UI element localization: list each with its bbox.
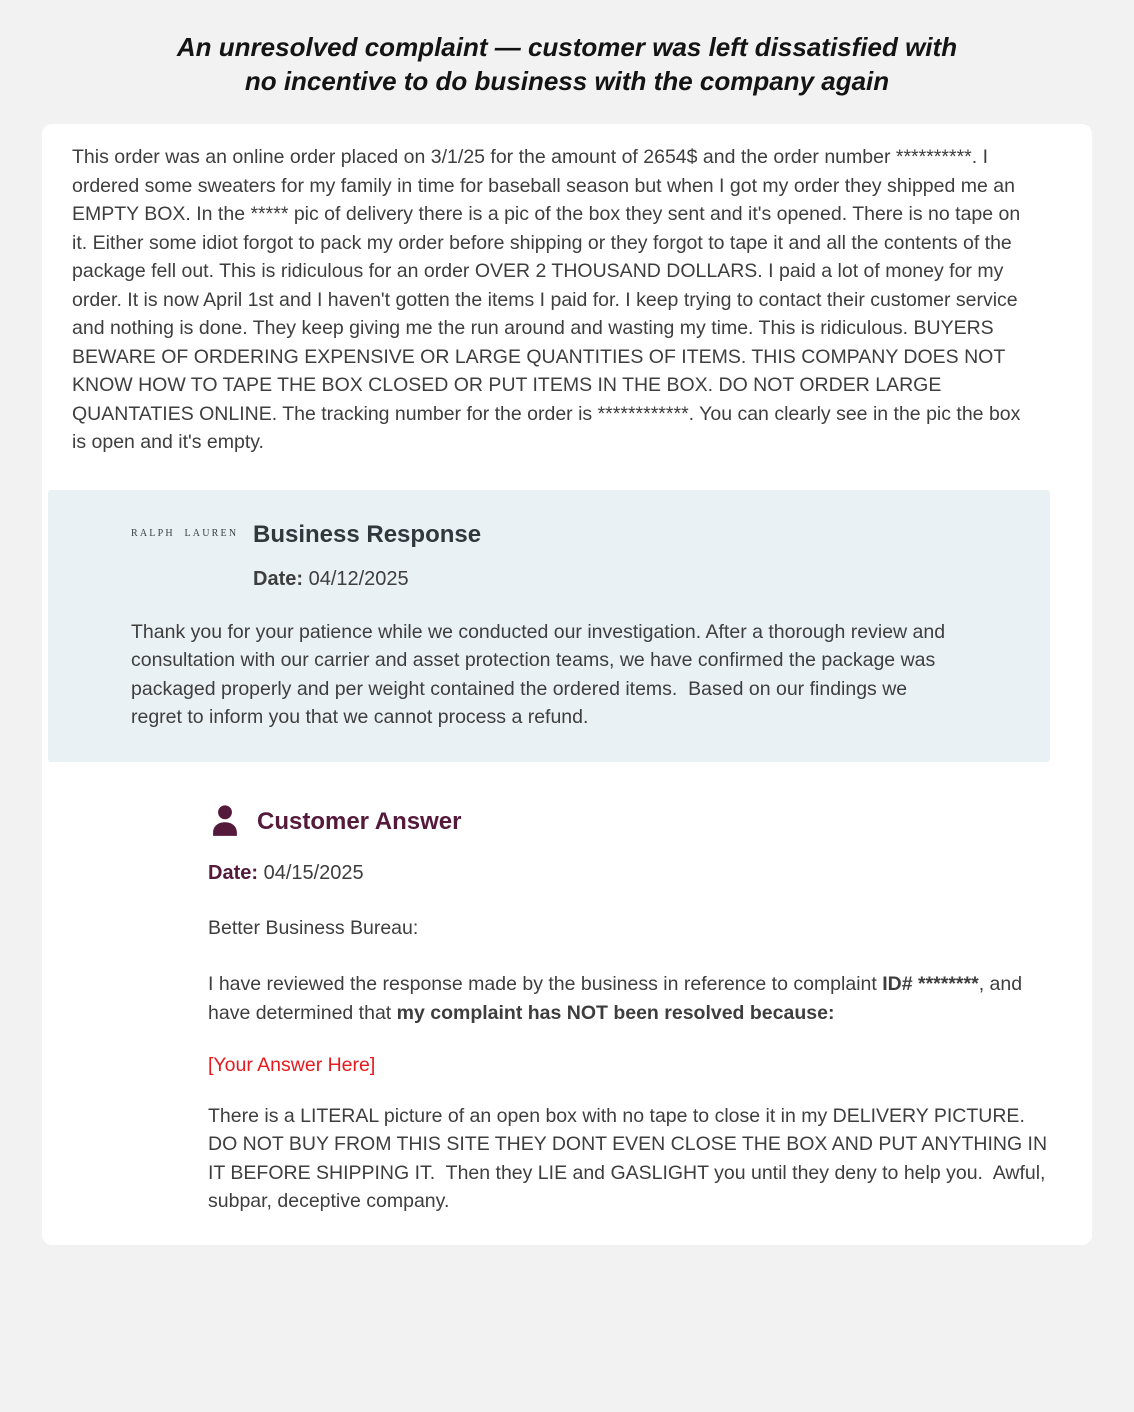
- business-response-heading-block: [253, 520, 481, 592]
- customer-answer-section: [208, 804, 1068, 1216]
- customer-answer-header: [208, 804, 1068, 840]
- complaint-card: [42, 124, 1092, 1245]
- intro-mid: , and have determined that: [208, 973, 1028, 1024]
- caption-line-1: An unresolved complaint — customer was left dissatisfied with: [176, 32, 958, 62]
- intro-pre: I have reviewed the response made by the business in reference to complaint: [208, 973, 883, 995]
- date-label: Date:: [208, 861, 259, 884]
- not-resolved-statement: my complaint has NOT been resolved because:: [396, 1001, 835, 1024]
- date-value: 04/15/2025: [263, 861, 364, 884]
- business-response-text: Thank you for your patience while we conducted our investigation. After a thorough review and consultation with our carrier and asset protection teams, we have confirmed the package was packaged properly and per weight contained the ordered items. Based on our findings we regret to inform you that we cannot process a refund.: [131, 620, 951, 728]
- business-response-title: Business Response: [253, 520, 482, 548]
- answer-intro-text: [208, 970, 1060, 1027]
- date-value: 04/12/2025: [308, 567, 409, 590]
- salutation-text: Better Business Bureau:: [208, 916, 419, 939]
- date-label: Date:: [253, 567, 304, 590]
- complaint-text: This order was an online order placed on 3/1/25 for the amount of 2654$ and the order number **********. I ordered some sweaters for my family in time for baseball season but when I got my order they shipped me an EMPTY BOX. In the ***** pic of delivery there is a pic of the box they sent and it's opened. There is no tape on it. Either some idiot forgot to pack my order before shipping or they forgot to tape it and all the contents of the package fell out. This is ridiculous for an order OVER 2 THOUSAND DOLLARS. I paid a lot of money for my order. It is now April 1st and I haven't gotten the items I paid for. I keep trying to contact their customer service and nothing is done. They keep giving me the run around and wasting my time. This is ridiculous. BUYERS BEWARE OF ORDERING EXPENSIVE OR LARGE QUANTITIES OF ITEMS. THIS COMPANY DOES NOT KNOW HOW TO TAPE THE BOX CLOSED OR PUT ITEMS IN THE BOX. DO NOT ORDER LARGE QUANTATIES ONLINE. The tracking number for the order is ************. You can clearly see in the pic the box is open and it's empty.: [72, 146, 1026, 453]
- customer-rebuttal-text: There is a LITERAL picture of an open box with no tape to close it in my DELIVERY PICTURE. DO NOT BUY FROM THIS SITE THEY DONT EVEN CLOSE THE BOX AND PUT ANYTHING IN IT BEFORE SHIPPING IT. Then they LIE and GASLIGHT you until they deny to help you. Awful, subpar, deceptive company.: [208, 1104, 1053, 1212]
- person-icon: [208, 804, 242, 840]
- business-response-section: [48, 490, 1050, 762]
- complaint-id: ID# ********: [882, 973, 979, 995]
- customer-answer-title: Customer Answer: [257, 807, 462, 835]
- business-response-date: [253, 566, 481, 592]
- ralph-lauren-logo: RALPH LAUREN: [131, 527, 239, 539]
- customer-answer-date: [208, 860, 1068, 886]
- caption-line-2: no incentive to do business with the company again: [244, 66, 890, 96]
- your-answer-placeholder: [Your Answer Here]: [208, 1054, 376, 1076]
- figure-caption: [0, 30, 1134, 98]
- business-response-header: [131, 520, 1050, 592]
